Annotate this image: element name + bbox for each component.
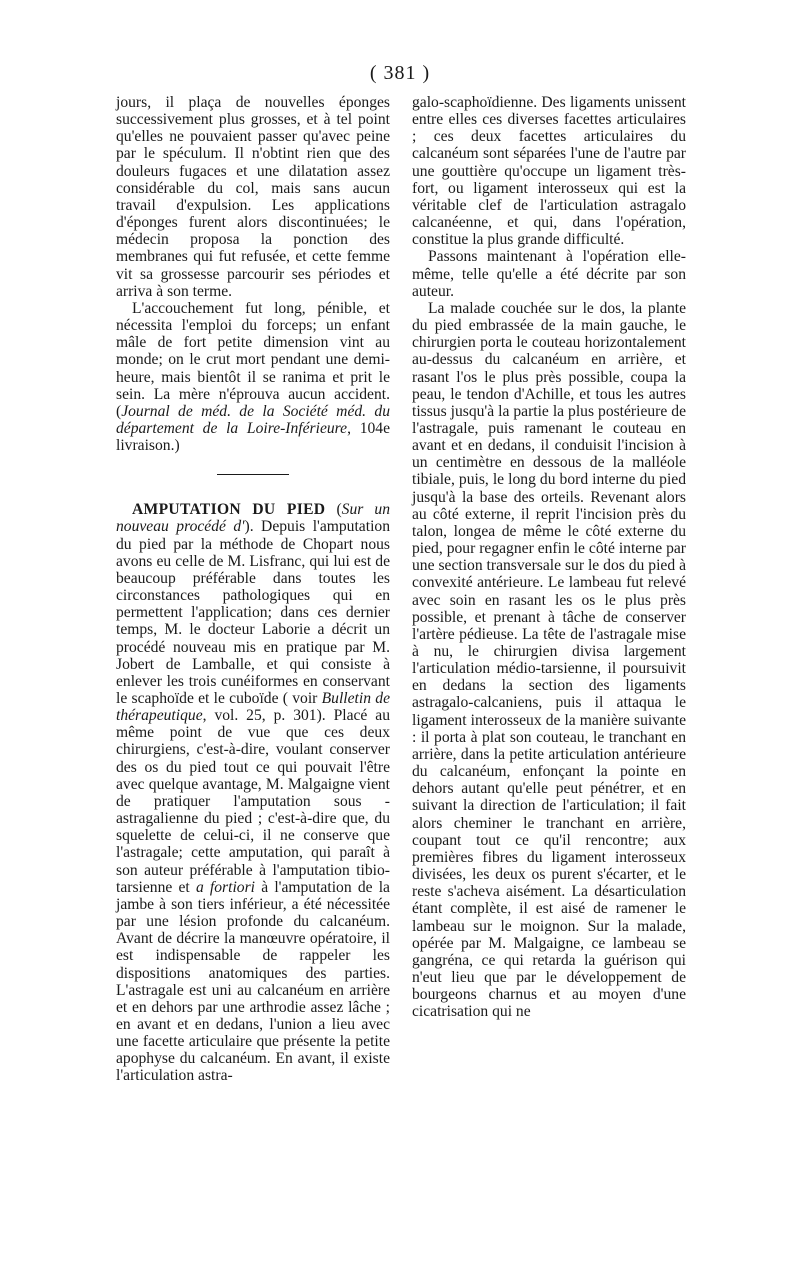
paragraph-text: à l'amputation de la jambe à son tiers inférieur, a été nécessitée par une lésion profonde du calcanéum. Avant de décrire la manœuvre opératoire, il est indispensable de rappeler les dispositions anatomiques des parties. L'astragale est uni au calcanéum en arrière et en dehors par une arthrodie assez lâche ; en avant et en dedans, l'union a lieu avec une facette articulaire que présente la petite apophyse du calcanéum. En avant, il existe l'articulation astra- xyxy=(116,878,390,1085)
section-paragraph: AMPUTATION DU PIED (Sur un nouveau procédé d'). Depuis l'amputation du pied par la méthode de Chopart nous avons eu celle de M. Lisfranc, qui lui est de beaucoup préférable dans toutes les circonstances pathologiques qui en permettent l'application; dans ces dernier temps, M. le docteur Laborie a décrit un procédé nouveau mis en pratique par M. Jobert de Lamballe, et qui consiste à enlever les trois cunéiformes en conservant le scaphoïde et le cuboïde ( voir Bulletin de thérapeutique, vol. 25, p. 301). Placé au même point de vue que ces deux chirurgiens, c'est-à-dire, voulant conserver des os du pied tout ce qui pouvait l'être avec quelque avantage, M. Malgaigne vient de pratiquer l'amputation sous - astragalienne du pied ; c'est-à-dire que, du squelette de celui-ci, il ne conserve que l'astragale; cette amputation, qui paraît à son auteur préférable à l'amputation tibio-tarsienne et a fortiori à l'amputation de la jambe à son tiers inférieur, a été nécessitée par une lésion profonde du calcanéum. Avant de décrire la manœuvre opératoire, il est indispensable de rappeler les dispositions anatomiques des parties. L'astragale est uni au calcanéum en arrière et en dehors par une arthrodie assez lâche ; en avant et en dedans, l'union a lieu avec une facette articulaire que présente la petite apophyse du calcanéum. En avant, il existe l'articulation astra- xyxy=(116,501,391,1085)
paragraph: galo-scaphoïdienne. Des ligaments unissent entre elles ces diverses facettes articulaires ; ces deux facettes articulaires du calcanéum sont séparées l'une de l'autre par une gouttière qu'occupe un ligament très-fort, ou ligament interosseux qui est la véritable clef de l'articulation astragalo calcanéenne, et qui, dans l'opération, constitue la plus grande difficulté. xyxy=(412,94,686,249)
section-subtitle: Sur un nouveau procédé d' xyxy=(116,501,391,536)
paragraph: Passons maintenant à l'opération elle-même, telle qu'elle a été décrite par son auteur. xyxy=(412,248,686,300)
right-column xyxy=(412,94,686,1020)
journal-citation: Journal de méd. de la Société méd. du département de la Loire-Inférieure xyxy=(116,402,390,437)
paragraph-text: L'accouchement fut long, pénible, et nécessita l'emploi du forceps; un enfant mâle de fort petite dimension vint au monde; on le crut mort pendant une demi-heure, mais bientôt il se ranima et prit le sein. La mère n'éprouva aucun accident. ( xyxy=(116,299,390,420)
paragraph-text: , vol. 25, p. 301). Placé au même point de vue que ces deux chirurgiens, c'est-à-dire, voulant conserver des os du pied tout ce qui pouvait l'être avec quelque avantage, M. Malgaigne vient de pratiquer l'amputation sous - astragalienne du pied ; c'est-à-dire que, du squelette de celui-ci, il ne conserve que l'astragale; cette amputation, qui paraît à son auteur préférable à l'amputation tibio-tarsienne et xyxy=(116,707,390,896)
paragraph-text: ). Depuis l'amputation du pied par la méthode de Chopart nous avons eu celle de M. Lisfranc, qui lui est de beaucoup préférable dans toutes les circonstances pathologiques qui en permettent l'application; dans ces dernier temps, M. le docteur Laborie a décrit un procédé nouveau mis en pratique par M. Jobert de Lamballe, et qui consiste à enlever les trois cunéiformes en conservant le scaphoïde et le cuboïde ( voir xyxy=(116,518,390,707)
section-heading: AMPUTATION DU PIED xyxy=(132,501,326,519)
paragraph-text: , 104e livraison.) xyxy=(116,419,391,455)
paragraph: jours, il plaça de nouvelles éponges successivement plus grosses, et à tel point qu'elles ne pouvaient passer qu'avec peine par le spéculum. Il n'obtint rien que des douleurs fugaces et une dilatation assez considérable du col, mais sans aucun travail d'expulsion. Les applications d'éponges furent alors discontinuées; le médecin proposa la ponction des membranes qui fut refusée, et cette femme vit sa grossesse parcourir ses périodes et arriva à son terme. xyxy=(116,94,390,300)
page-number: ( 381 ) xyxy=(369,62,431,84)
section-divider xyxy=(217,474,289,475)
left-column xyxy=(116,94,390,1085)
paragraph: La malade couchée sur le dos, la plante du pied embrassée de la main gauche, le chirurgien porta le couteau horizontalement au-dessus du calcanéum en arrière, et rasant l'os le plus près possible, coupa la peau, le tendon d'Achille, et tous les autres tissus jusqu'à la partie la plus postérieure de l'astragale, puis ramenant le couteau en avant et en dedans, il conduisit l'incision à un centimètre en dessous de la malléole tibiale, puis, le long du bord interne du pied jusqu'à la base des orteils. Revenant alors au côté externe, il reprit l'incision près du talon, longea de même le côté externe du pied, pour regagner enfin le côté interne par une section transversale sur le dos du pied à convexité antérieure. Le lambeau fut relevé avec soin en rasant les os le plus près possible, et prenant à tâche de conserver l'artère pédieuse. La tête de l'astragale mise à nu, le chirurgien divisa largement l'articulation médio-tarsienne, il poursuivit en dedans la section des ligaments astragalo-calcaniens, puis il attaqua le ligament interosseux de la manière suivante : il porta à plat son couteau, le tranchant en arrière, dans la petite articulation antérieure du calcanéum, enfonçant la pointe en dehors autant qu'elle peut pénétrer, et en suivant la direction de l'articulation; il fait alors cheminer le tranchant en arrière, coupant tout ce qu'il rencontre; aux premières fibres du ligament interosseux divisées, les deux os purent s'écarter, et le reste s'acheva aisément. La désarticulation étant complète, il est aisé de ramener le lambeau sur le moignon. Sur la malade, opérée par M. Malgaigne, ce lambeau se gangréna, ce qui retarda la guérison qui n'eut lieu que par le développement de bourgeons charnus et au moyen d'une cicatrisation qui ne xyxy=(412,299,686,1021)
paragraph xyxy=(116,300,390,454)
bulletin-citation: Bulletin de thérapeutique xyxy=(116,690,390,725)
latin-phrase: a fortiori xyxy=(195,878,255,896)
